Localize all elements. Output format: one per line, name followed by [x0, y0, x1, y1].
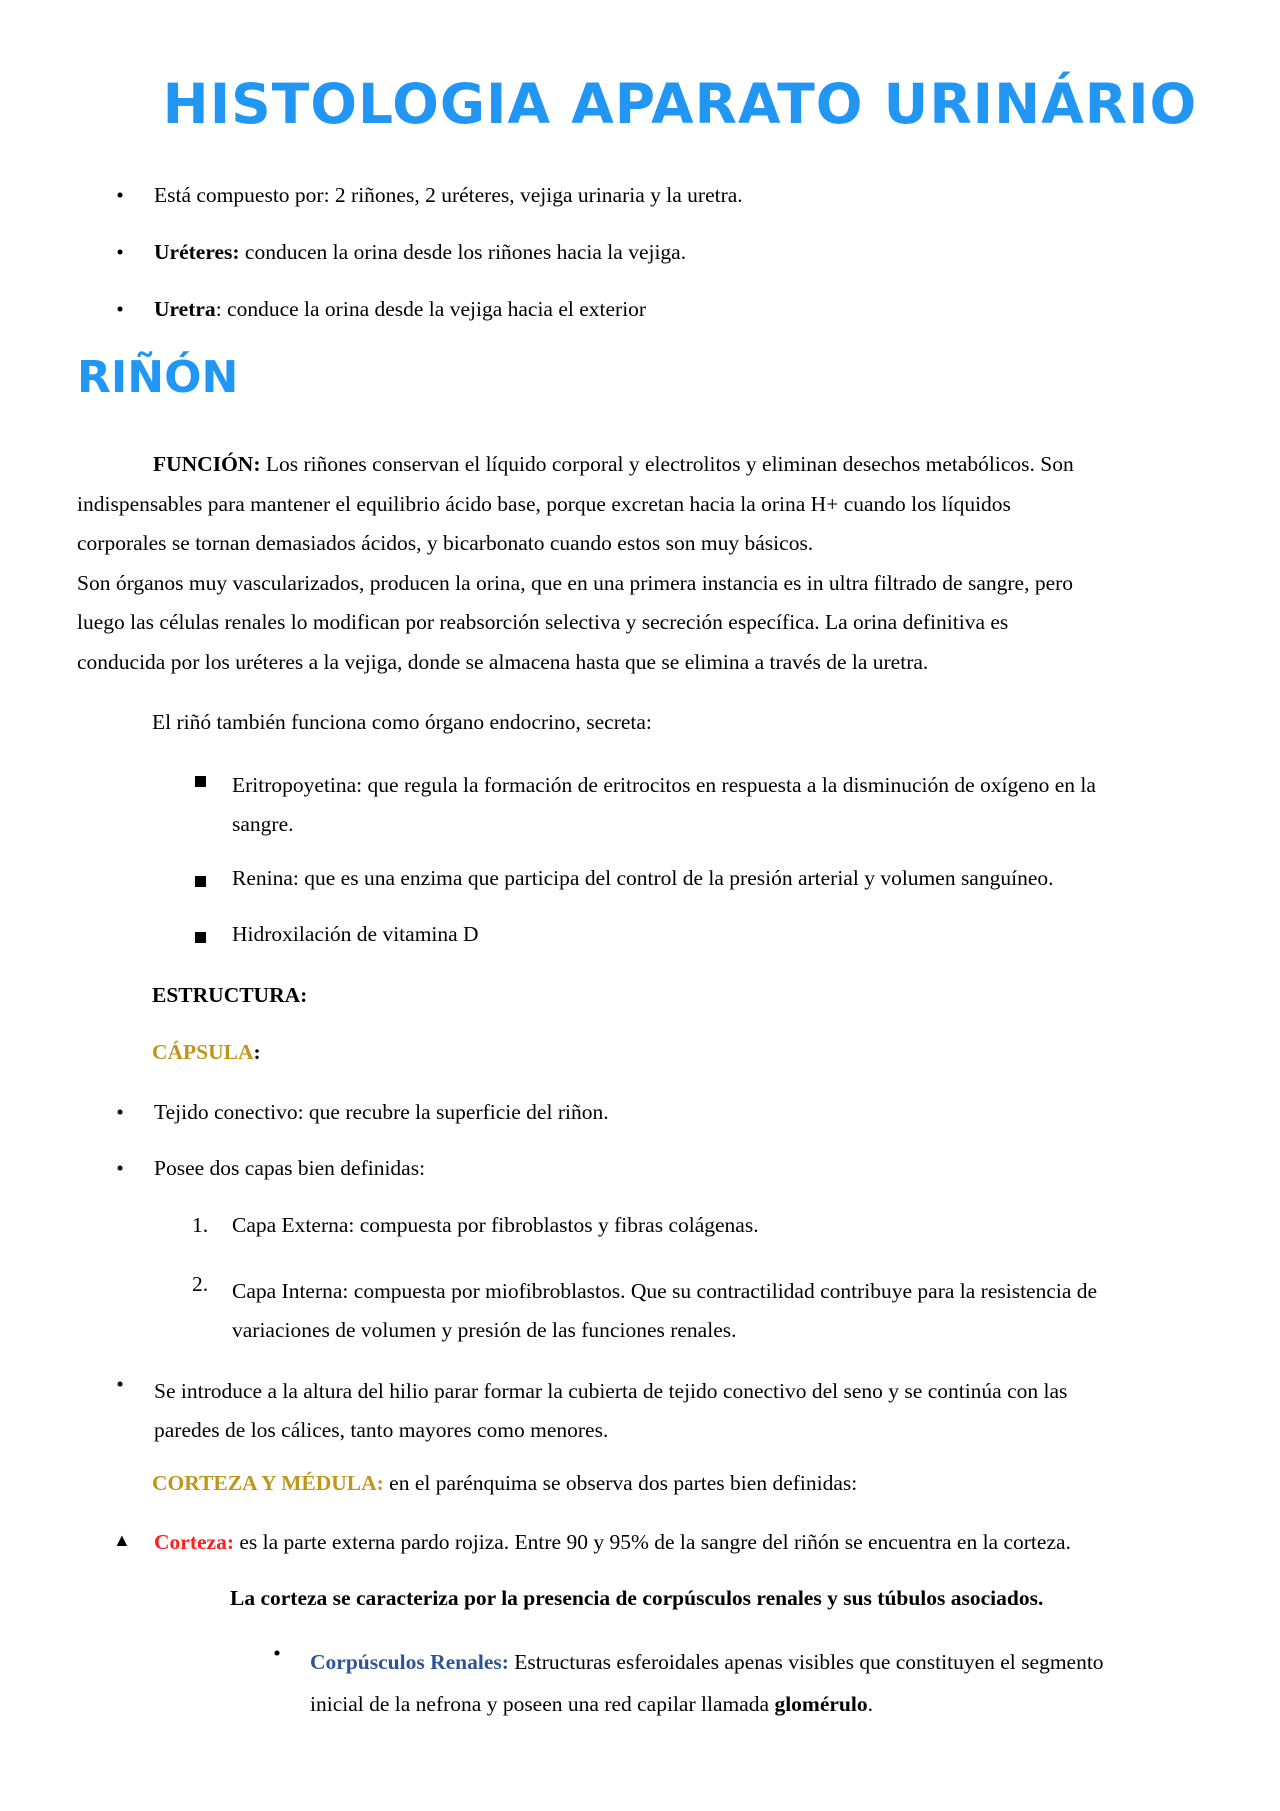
paragraph-line: conducida por los uréteres a la vejiga, donde se almacena hasta que se elimina a través de la uretra.	[77, 649, 929, 674]
paragraph-line: Son órganos muy vascularizados, producen la orina, que en una primera instancia es in ultra filtrado de sangre, pero	[77, 570, 1074, 595]
list-item-text: .	[867, 1692, 873, 1716]
bullet-icon: •	[116, 240, 124, 264]
corteza-medula-paragraph	[152, 1471, 857, 1496]
capsula-label: CÁPSULA	[152, 1040, 254, 1064]
corteza-medula-label: CORTEZA Y MÉDULA:	[152, 1471, 384, 1495]
bullet-icon: •	[116, 1156, 124, 1180]
square-bullet-icon	[195, 932, 206, 943]
bullet-icon: •	[273, 1641, 281, 1665]
list-item-text: Hidroxilación de vitamina D	[232, 922, 479, 946]
corpusculos-label: Corpúsculos Renales:	[310, 1650, 509, 1674]
capsula-colon: :	[253, 1040, 261, 1064]
bullet-icon: •	[116, 297, 124, 321]
paragraph-line: luego las células renales lo modifican por reabsorción selectiva y secreción específica. La orina definitiva es	[77, 610, 1009, 634]
glomerulo-term: glomérulo	[774, 1692, 868, 1716]
square-bullet-icon	[195, 876, 206, 887]
endocrino-intro: El riñó también funciona como órgano endocrino, secreta:	[152, 710, 652, 734]
list-item-text: Posee dos capas bien definidas:	[154, 1156, 426, 1180]
paragraph-line: Los riñones conservan el líquido corporal y electrolitos y eliminan desechos metabólicos. Son	[260, 452, 1074, 476]
list-item-text: es la parte externa pardo rojiza. Entre 90 y 95% de la sangre del riñón se encuentra en la corteza.	[233, 1530, 1071, 1554]
item-number: 1.	[192, 1213, 209, 1237]
list-item-text: Se introduce a la altura del hilio parar formar la cubierta de tejido conectivo del seno y se continúa con las	[154, 1379, 1068, 1403]
paragraph-text: en el parénquima se observa dos partes bien definidas:	[383, 1471, 858, 1495]
term-label: Uréteres:	[154, 240, 240, 264]
list-item-text: variaciones de volumen y presión de las funciones renales.	[232, 1318, 737, 1342]
list-item-text: conducen la orina desde los riñones hacia la vejiga.	[239, 240, 687, 264]
term-label: Uretra	[154, 297, 216, 321]
list-item-text: Eritropoyetina: que regula la formación de eritrocitos en respuesta a la disminución de oxígeno en la	[232, 773, 1096, 797]
list-item-text: Capa Externa: compuesta por fibroblastos y fibras colágenas.	[232, 1213, 759, 1237]
corteza-bold-statement: La corteza se caracteriza por la presencia de corpúsculos renales y sus túbulos asociados.	[230, 1586, 1044, 1610]
list-item-text: Capa Interna: compuesta por miofibroblastos. Que su contractilidad contribuye para la resistencia de	[232, 1279, 1098, 1303]
capsula-heading	[152, 1040, 261, 1065]
list-item-text: Tejido conectivo: que recubre la superficie del riñon.	[154, 1100, 609, 1124]
funcion-paragraph	[77, 445, 1192, 682]
list-item-text: sangre.	[232, 812, 294, 836]
list-item-text: Está compuesto por: 2 riñones, 2 uréteres, vejiga urinaria y la uretra.	[154, 183, 743, 207]
list-item-text: paredes de los cálices, tanto mayores como menores.	[154, 1418, 609, 1442]
corteza-label: Corteza:	[154, 1530, 234, 1554]
list-item-text: Renina: que es una enzima que participa del control de la presión arterial y volumen sanguíneo.	[232, 866, 1054, 890]
estructura-heading: ESTRUCTURA:	[152, 983, 308, 1007]
list-item-text: Estructuras esferoidales apenas visibles que constituyen el segmento	[508, 1650, 1104, 1674]
list-item-text: inicial de la nefrona y poseen una red capilar llamada	[310, 1692, 775, 1716]
triangle-bullet-icon: ▲	[113, 1530, 131, 1550]
square-bullet-icon	[195, 776, 206, 787]
document-title: HISTOLOGIA APARATO URINÁRIO	[162, 72, 1198, 136]
funcion-label: FUNCIÓN:	[153, 452, 261, 476]
bullet-icon: •	[116, 1100, 124, 1124]
section-heading: RIÑÓN	[77, 352, 239, 403]
paragraph-line: indispensables para mantener el equilibrio ácido base, porque excretan hacia la orina H+ cuando los líquidos	[77, 491, 1011, 516]
item-number: 2.	[192, 1272, 209, 1296]
bullet-icon: •	[116, 1372, 124, 1396]
list-item-text: : conduce la orina desde la vejiga hacia el exterior	[215, 297, 647, 321]
bullet-icon: •	[116, 183, 124, 207]
paragraph-line: corporales se tornan demasiados ácidos, y bicarbonato cuando estos son muy básicos.	[77, 531, 814, 555]
